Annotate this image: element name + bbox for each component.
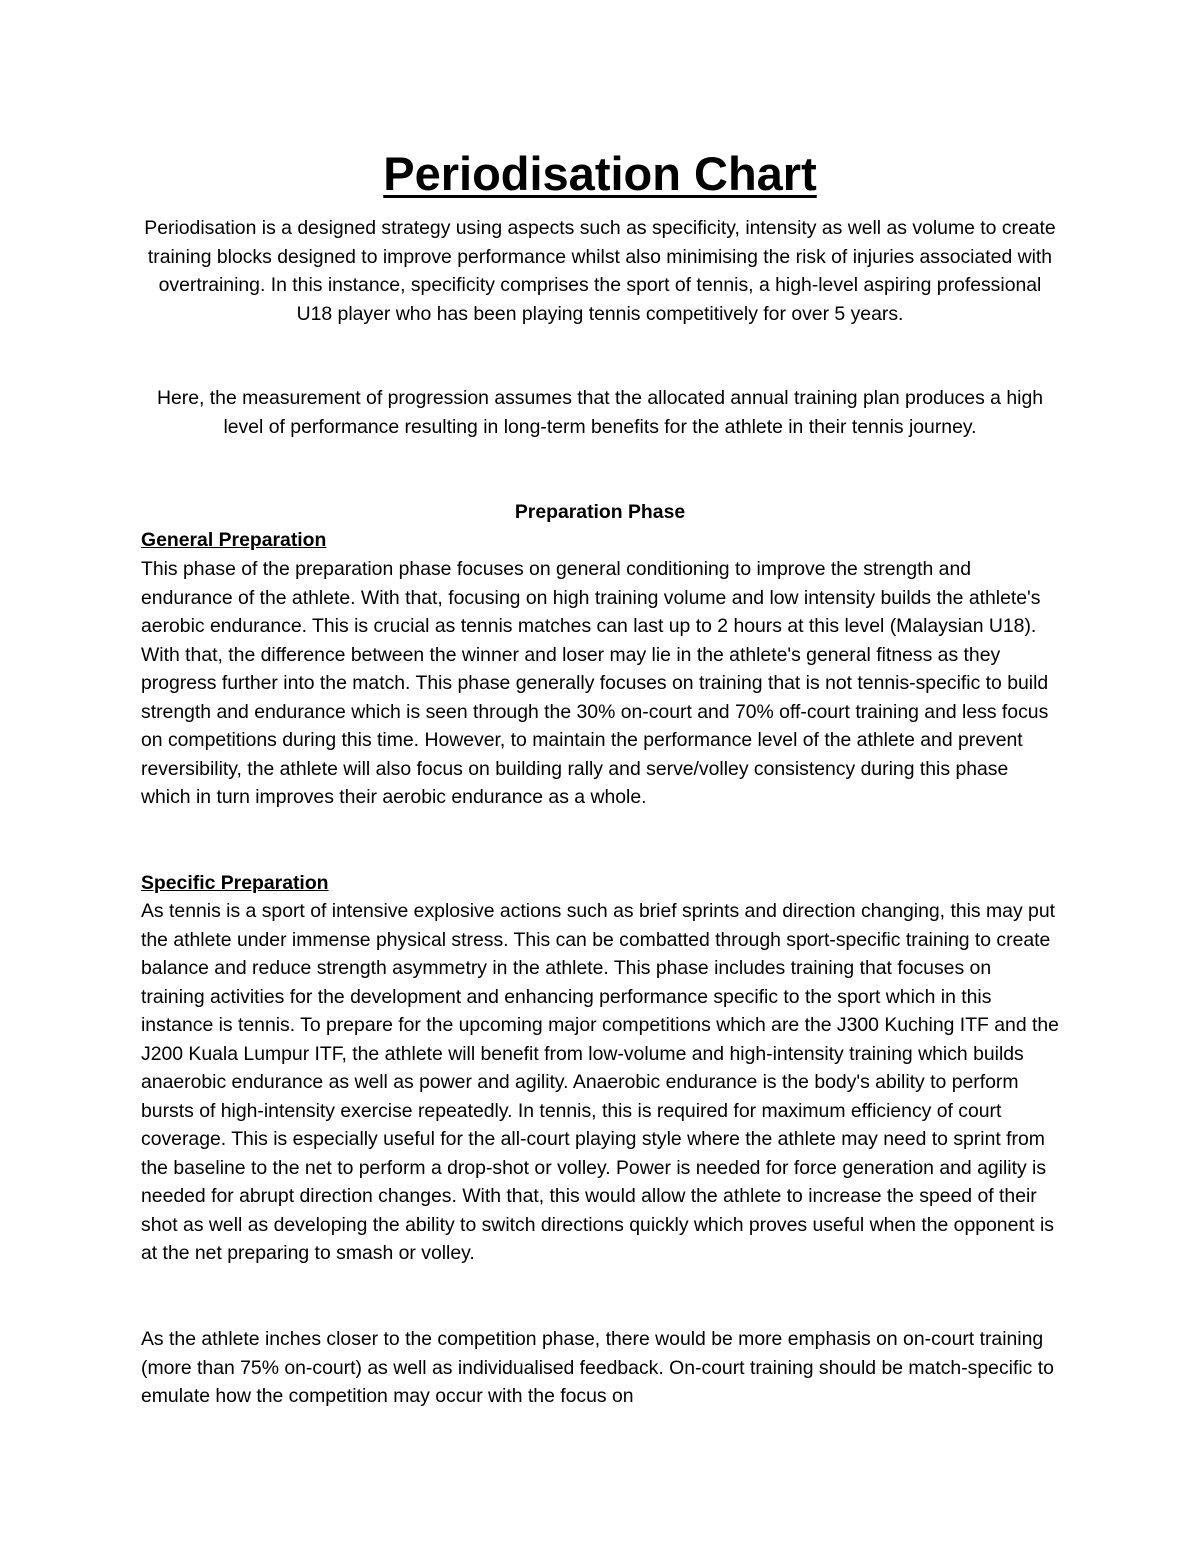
document-title: Periodisation Chart	[383, 147, 817, 200]
closing-paragraph: As the athlete inches closer to the competition phase, there would be more emphasis on on-court training (more than 75% on-court) as well as individualised feedback. On-court training should be match-specific to emulate how the competition may occur with the focus on	[141, 1328, 1054, 1407]
intro-paragraph: Here, the measurement of progression assumes that the allocated annual training plan produces a high level of performance resulting in long-term benefits for the athlete in their tennis journey.	[156, 387, 1044, 438]
phase-heading: Preparation Phase	[514, 501, 686, 523]
section-body-specific-preparation: As tennis is a sport of intensive explosive actions such as brief sprints and direction changing, this may put the athlete under immense physical stress. This can be combatted through sport-specific training to create balance and reduce strength asymmetry in the athlete. This phase includes training that focuses on training activities for the development and enhancing performance specific to the sport which in this instance is tennis. To prepare for the upcoming major competitions which are the J300 Kuching ITF and the J200 Kuala Lumpur ITF, the athlete will benefit from low-volume and high-intensity training which builds anaerobic endurance as well as power and agility. Anaerobic endurance is the body's ability to perform bursts of high-intensity exercise repeatedly. In tennis, this is required for maximum efficiency of court coverage. This is especially useful for the all-court playing style where the athlete may need to sprint from the baseline to the net to perform a drop-shot or volley. Power is needed for force generation and agility is needed for abrupt direction changes. With that, this would allow the athlete to increase the speed of their shot as well as developing the ability to switch directions quickly which proves useful when the opponent is at the net preparing to smash or volley.	[141, 900, 1059, 1264]
intro-paragraph: Periodisation is a designed strategy using aspects such as specificity, intensity as well as volume to create training blocks designed to improve performance whilst also minimising the risk of injuries associated with overtraining. In this instance, specificity comprises the sport of tennis, a high-level aspiring professional U18 player who has been playing tennis competitively for over 5 years.	[144, 217, 1056, 325]
section-heading-specific-preparation: Specific Preparation	[141, 872, 329, 894]
section-heading-general-preparation: General Preparation	[141, 529, 327, 551]
section-body-general-preparation: This phase of the preparation phase focuses on general conditioning to improve the strength and endurance of the athlete. With that, focusing on high training volume and low intensity builds the athlete's aerobic endurance. This is crucial as tennis matches can last up to 2 hours at this level (Malaysian U18). With that, the difference between the winner and loser may lie in the athlete's general fitness as they progress further into the match. This phase generally focuses on training that is not tennis-specific to build strength and endurance which is seen through the 30% on-court and 70% off-court training and less focus on competitions during this time. However, to maintain the performance level of the athlete and prevent reversibility, the athlete will also focus on building rally and serve/volley consistency during this phase which in turn improves their aerobic endurance as a whole.	[141, 558, 1049, 808]
